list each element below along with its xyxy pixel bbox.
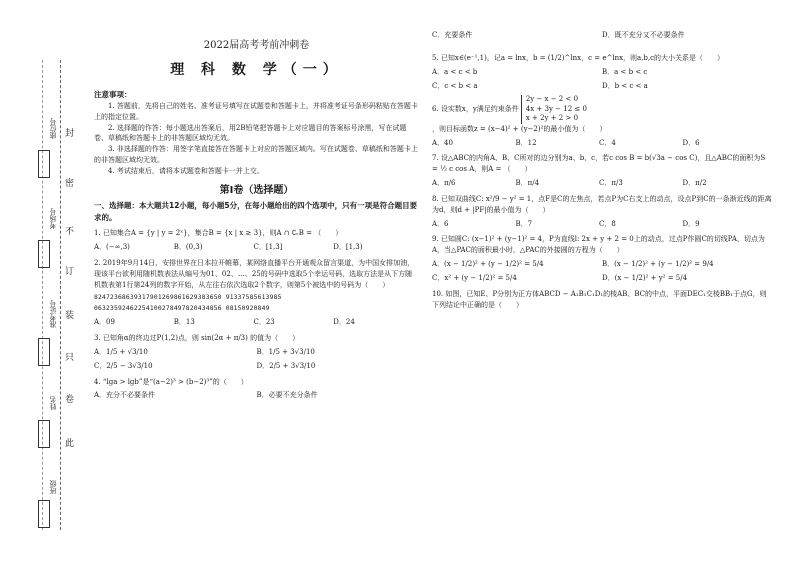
option[interactable]: C．c < b < a [432,81,478,90]
question-4: 4. “lga > lgb”是“(a−2)³ > (b−2)³”的（ ） [94,377,248,386]
field-class: 班级 [49,480,57,494]
option[interactable]: A．a < c < b [432,67,478,76]
option[interactable]: C．2/5 − 3√3/10 [94,361,153,370]
question-8: 8. 已知双曲线C: x²/9 − y² = 1，点F是C的左焦点，若点P为C右支上的动点，设点P到C的一条渐近线的距离为d，则d + |PF|的最小值为（ ） [432,194,772,214]
notice-item: 3. 非选择题的作答：用签字笔直接答在答题卡上对应的答题区域内。写在试题卷、草稿纸和答题卡上的非答题区域均无效。 [94,145,418,165]
option[interactable]: C．4 [599,138,616,147]
random-number-row: 06323592462254100278497820434856 08150920849 [94,305,270,313]
seal-char: 不 [63,226,73,235]
seal-char: 订 [63,266,73,275]
notice-item: 1. 答题前，先将自己的姓名、准考证号填写在试题卷和答题卡上，并将准考证号条形码粘贴在答题卡上的指定位置。 [94,101,418,121]
question-2: 2. 2019年9月14日，安排世界在日本拉开帷幕，某网络直播平台开通观众留言渠道，为中国女排加油，现该平台欲利用随机数表法从编号为01、02、…、25的号码中选取5个幸运号码，选取方法是从下方随机数表第1行第24列的数字开始，从左往右依次选取2个数字，则第5个被选中的号码为（ ） [94,259,415,289]
notice-item: 4. 考试结束后，请将本试题卷和答题卡一并上交。 [108,166,264,175]
seal-char: 密 [63,178,73,187]
field-seat-box[interactable] [38,150,50,178]
constraint: 4x + 3y − 12 ≤ 0 [525,104,587,113]
option[interactable]: A．6 [432,219,449,228]
question-9: 9. 已知圆C: (x−1)² + (y−1)² = 4，P为直线l: 2x + y + 2 = 0上的动点，过点P作圆C的切线PA，切点为A，当△PAC的面积最小时，△PAC的外接圆的方程为（ ） [432,235,765,255]
question-3: 3. 已知角α的终边过P(1,2)点，则 sin(2α + π/3) 的值为（ ） [94,334,300,343]
option[interactable]: B．7 [515,219,533,228]
option[interactable]: B．必要不充分条件 [256,391,318,400]
field-ticket-number: 准考证号 [49,300,57,328]
question-6 [432,95,772,123]
option[interactable]: C．充要条件 [432,31,473,39]
option[interactable]: D．24 [333,318,355,327]
question-5: 5. 已知x∈(e⁻¹,1)，记a = lnx，b = (1/2)^lnx，c = e^lnx，则a,b,c的大小关系是（ ） [432,53,725,62]
question-9-options-row [432,259,772,270]
binding-dashed-line [60,60,61,530]
notice-item: 2. 选择题的作答：每小题选出答案后，用2B铅笔把答题卡上对应题目的答案标号涂黑，写在试题卷、草稿纸和答题卡上的非答题区域均无效。 [94,123,407,143]
option[interactable]: B．(0,3) [173,243,203,252]
option[interactable]: D．b < c < a [602,81,648,90]
question-1: 1. 已知集合A = {y | y = 2ˣ}，集合B = {x | x ≥ 3}，则A ∩ ∁ᵣB = （ ） [94,229,343,238]
option[interactable]: A．π/6 [432,179,456,188]
option[interactable]: D．既不充分又不必要条件 [602,31,685,39]
option[interactable]: A．1/5 + √3/10 [94,347,148,356]
option[interactable]: B．12 [515,138,537,147]
question-5-options-row [432,67,772,78]
question-10: 10. 如图，已知E、P分别为正方体ABCD − A₁B₁C₁D₁的棱AB、BC的中点，平面DEC₁交棱BB₁于点G，则下列结论中正确的是（ ） [432,289,767,309]
seal-char: 装 [63,310,73,319]
question-8-options [432,219,772,230]
question-1-options [94,242,419,253]
field-exam-room: 考场号 [49,208,57,229]
question-3-options-row [94,361,419,372]
option[interactable]: A．充分不必要条件 [94,391,156,400]
question-7: 7. 设△ABC的内角A、B、C所对的边分别为a、b、c，若c cos B = b(√3a − cos C)，且△ABC的面积为S = ½ c cos A，则A = （ ） [432,154,766,174]
option[interactable]: A．(x − 1/2)² + (y − 1/2)² = 5/4 [432,260,544,269]
binding-dashed-line-inner [42,60,43,530]
section-heading: 一、选择题：本大题共12小题，每小题5分，在每小题给出的四个选项中，只有一项是符合题目要求的。 [94,201,418,222]
option[interactable]: B．(x − 1/2)² + (y − 1/2)² = 9/4 [602,260,714,269]
question-4-options-continued [432,30,772,41]
option[interactable]: D．2/5 + 3√3/10 [256,361,316,370]
random-number-row: 82472368639317901269861629383650 91337585613985 [94,293,282,301]
question-6-stem-start: 6. 设实数x，y满足约束条件 [432,105,519,114]
option[interactable]: A．09 [94,318,115,327]
question-2-options [94,317,419,328]
option[interactable]: B．π/4 [515,179,540,188]
option[interactable]: C．8 [599,219,616,228]
option[interactable]: B．a < b < c [602,67,648,76]
constraint: x + 2y + 2 > 0 [525,114,579,123]
question-3-options-row [94,347,419,358]
left-column [94,0,419,401]
exam-subtitle: 理 科 数 学（一） [170,61,343,78]
option[interactable]: C．x² + (y − 1/2)² = 5/4 [432,273,517,282]
field-name: 姓名 [49,396,57,410]
constraint-system [521,95,587,123]
right-column [432,0,772,311]
option[interactable]: D．9 [682,219,700,228]
option[interactable]: D．[1,3) [333,243,363,252]
option[interactable]: D．π/2 [682,179,707,188]
notice-heading: 注意事项： [94,90,132,100]
question-9-options-row [432,273,772,284]
option[interactable]: A．(−∞,3) [94,243,130,252]
option[interactable]: B．1/5 + 3√3/10 [256,347,315,356]
question-7-options [432,178,772,189]
question-6-stem-end: ，则目标函数z = (x−4)² + (y−2)²的最小值为（ ） [432,124,607,133]
field-exam-room-box[interactable] [38,240,50,268]
seal-char: 只 [63,352,73,361]
question-5-options-row [432,81,772,92]
field-name-box[interactable] [38,420,50,448]
option[interactable]: D．6 [682,138,700,147]
binding-margin [0,0,86,562]
option[interactable]: D．(x − 1/2)² + y² = 5/4 [602,273,688,282]
field-seat-number: 座位号 [49,118,57,139]
seal-char: 此 [63,438,73,447]
option[interactable]: A．40 [432,138,453,147]
seal-char: 卷 [63,394,73,403]
part-title: 第Ⅰ卷（选择题） [219,184,294,196]
option[interactable]: C．23 [253,318,275,327]
seal-char: 封 [63,128,73,137]
question-4-options [94,390,419,401]
field-ticket-box[interactable] [38,338,50,366]
constraint: 2y − x − 2 < 0 [525,95,579,104]
exam-title: 2022届高考考前冲刺卷 [203,40,310,51]
option[interactable]: C．π/3 [599,179,623,188]
option[interactable]: C．[1,3] [253,243,283,252]
option[interactable]: B．13 [173,318,195,327]
field-class-box[interactable] [38,500,50,528]
question-6-options [432,138,772,149]
